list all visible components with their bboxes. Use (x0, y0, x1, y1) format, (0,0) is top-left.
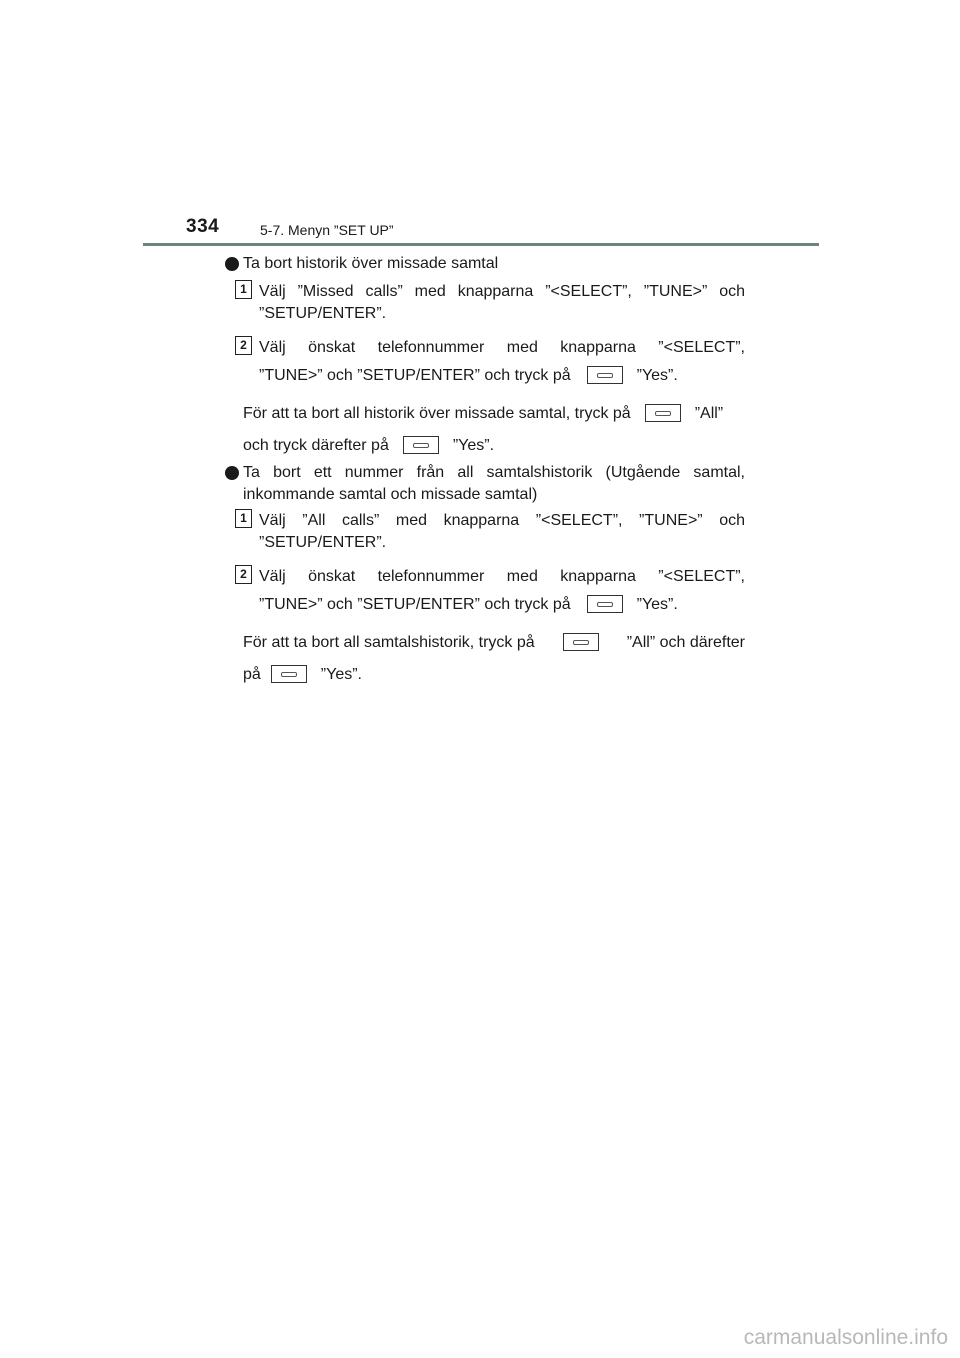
step-text: Välj ”All calls” med knapparna ”<SELECT”, ”TUNE>” och (259, 512, 745, 529)
step-text: ”SETUP/ENTER”. (259, 534, 387, 551)
section-heading: inkommande samtal och missade samtal) (243, 486, 538, 503)
screen-button-icon (271, 665, 307, 683)
step-text: ”SETUP/ENTER”. (259, 305, 387, 322)
watermark-text: carmanualsonline.info (743, 1326, 948, 1349)
step-text: ”TUNE>” och ”SETUP/ENTER” och tryck på (259, 367, 571, 384)
note-text: ”Yes”. (320, 666, 362, 683)
step-text: Välj önskat telefonnummer med knapparna ”<SELECT”, (259, 568, 745, 585)
step-text: Välj ”Missed calls” med knapparna ”<SELECT”, ”TUNE>” och (259, 283, 745, 300)
step-text-with-key (259, 366, 678, 386)
step-number-badge: 1 (235, 509, 252, 528)
screen-button-icon (645, 404, 681, 422)
note-text: ”Yes”. (452, 437, 495, 454)
note-text-with-key (243, 404, 723, 424)
page-header (0, 0, 960, 250)
note-text: ”All” (694, 405, 724, 422)
step-number-badge: 2 (235, 336, 252, 355)
step-text-with-key (259, 595, 678, 615)
note-text-with-key (243, 665, 362, 685)
note-text: ”All” och därefter (626, 634, 745, 651)
note-text-with-key (243, 436, 494, 456)
screen-button-icon (587, 595, 623, 613)
section-title: 5-7. Menyn ”SET UP” (260, 222, 394, 238)
section-heading: Ta bort historik över missade samtal (243, 255, 499, 272)
bullet-icon (225, 466, 239, 480)
note-text: För att ta bort all samtalshistorik, tryck på (243, 634, 535, 651)
note-text: För att ta bort all historik över missade samtal, tryck på (243, 405, 631, 422)
section-heading: Ta bort ett nummer från all samtalshistorik (Utgående samtal, (243, 464, 745, 481)
page-number: 334 (186, 216, 220, 237)
step-number-badge: 1 (235, 280, 252, 299)
step-text: Välj önskat telefonnummer med knapparna ”<SELECT”, (259, 339, 745, 356)
step-text: ”Yes”. (636, 596, 678, 613)
screen-button-icon (563, 633, 599, 651)
note-text-with-key (243, 633, 745, 653)
step-text: ”Yes”. (636, 367, 678, 384)
note-text: på (243, 666, 261, 683)
screen-button-icon (587, 366, 623, 384)
step-text: ”TUNE>” och ”SETUP/ENTER” och tryck på (259, 596, 571, 613)
screen-button-icon (403, 436, 439, 454)
step-number-badge: 2 (235, 565, 252, 584)
header-divider (143, 243, 819, 246)
bullet-icon (225, 257, 239, 271)
note-text: och tryck därefter på (243, 437, 389, 454)
